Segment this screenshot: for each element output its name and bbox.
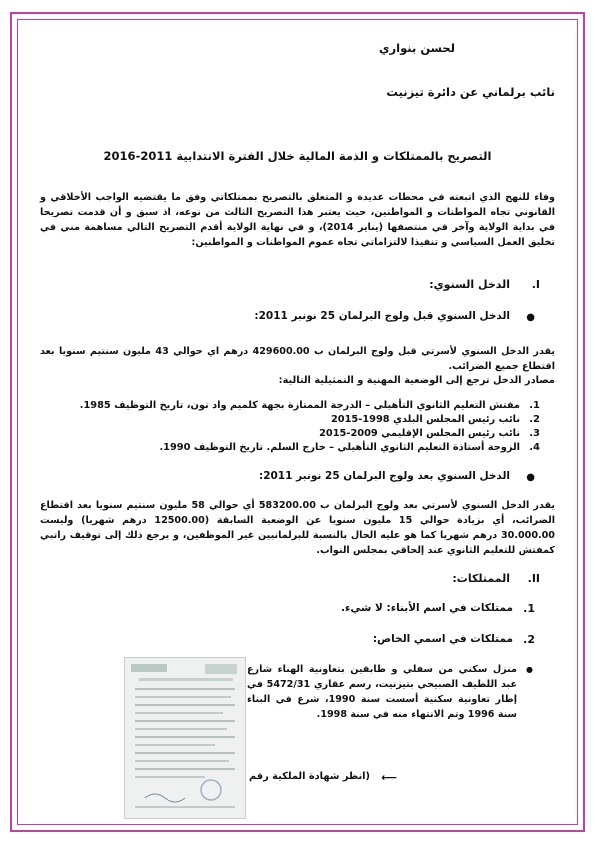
section-income-numeral: I. (531, 278, 540, 291)
income-after-heading: الدخل السنوي بعد ولوج البرلمان 25 نونبر 2011: (258, 470, 510, 482)
list-number: 4. (529, 442, 540, 453)
income-sources-intro: مصادر الدخل ترجع إلى الوضعية المهنية و التمثيلية التالية: (278, 375, 555, 386)
bullet-icon: ● (526, 665, 533, 674)
income-before-paragraph: يقدر الدخل السنوي لأسرتي قبل ولوج البرلمان ب 429600.00 درهم اي حوالي 43 مليون سنتيم سنويا بعد اقتطاع جميع الضرائب. (40, 346, 555, 372)
see-certificate-note: (انظر شهادة الملكية رقم (249, 771, 370, 782)
list-number: 1. (529, 400, 540, 411)
house-paragraph: منزل سكني من سفلي و طابقين بتعاونية الهناء شارع عبد اللطيف الصبيحي بتيزنيت، رسم عقاري 5472/31 في إطار تعاونية سكنية أسست سنة 1990، شرع في البناء سنة 1996 وتم الانتهاء منه في سنة 1998. (247, 664, 518, 720)
certificate-thumbnail-graphic (125, 658, 245, 818)
list-item: نائب رئيس المجلس الإقليمي 2009-2015 (319, 428, 520, 439)
section-properties-numeral: II. (527, 572, 540, 585)
author-name: لحسن بنواري (379, 41, 455, 55)
properties-children: ممتلكات في اسم الأبناء: لا شيء. (341, 602, 513, 614)
properties-personal: ممتلكات في اسمي الخاص: (372, 633, 513, 645)
section-income-heading: الدخل السنوي: (429, 278, 510, 291)
income-before-heading: الدخل السنوي قبل ولوج البرلمان 25 نونبر 2011: (254, 310, 510, 322)
income-after-paragraph: يقدر الدخل السنوي لأسرتي بعد ولوج البرلمان ب 583200.00 أي حوالي 58 مليون سنتيم سنويا بعد اقتطاع الضرائب، أي بزيادة حوالي 15 مليون سنويا عن الوضعية السابقة (12500.00 درهم شهريا) وليست 30.000.00 درهم شهريا كما هو عليه الحال بالنسبة للبرلمانيين غير الموظفين، و يرجع ذلك إلى توقيف راتبي كمفتش للتعليم الثانوي عند إلحاقي بمجلس النواب. (40, 500, 556, 556)
document-body (40, 26, 555, 816)
list-number: 3. (529, 428, 540, 439)
property-certificate-image (124, 657, 246, 819)
list-number: 1. (523, 602, 535, 615)
author-role: نائب برلماني عن دائرة تيزنيت (386, 85, 555, 99)
bullet-icon: ● (526, 472, 535, 483)
arrow-left-icon: ⟵ (381, 771, 397, 784)
bullet-icon: ● (526, 312, 535, 323)
list-item: مفتش التعليم الثانوي التأهيلي – الدرجة الممتازة بجهة كلميم واد نون، تاريخ التوظيف 1985. (79, 400, 520, 411)
list-item: الزوجة أستاذة التعليم الثانوي التأهيلي – خارج السلم. تاريخ التوظيف 1990. (159, 442, 520, 453)
section-properties-heading: الممتلكات: (452, 572, 510, 585)
list-number: 2. (529, 414, 540, 425)
list-item: نائب رئيس المجلس البلدي 1998-2015 (330, 414, 520, 425)
intro-paragraph: وفاء للنهج الذي اتبعته في محطات عديدة و المتعلق بالتصريح بممتلكاتي وفق ما يقتضيه الواجب الأخلاقي و القانوني تجاه المواطنات و المواطنين، حيث يعتبر هذا التصريح الثالث من نوعه، اذ سبق و أن قدمت تصريحا في بداية الولاية وآخر في منتصفها (يناير 2014)، و في نهاية الولاية أقدم التصريح التالي مساهمة مني في تخليق العمل السياسي و تنفيذا لالتزاماتي تجاه عموم المواطنات و المواطنين: (40, 192, 555, 248)
document-title: التصريح بالممتلكات و الذمة المالية خلال الفترة الانتدابية 2011-2016 (103, 149, 492, 163)
list-number: 2. (523, 633, 535, 646)
